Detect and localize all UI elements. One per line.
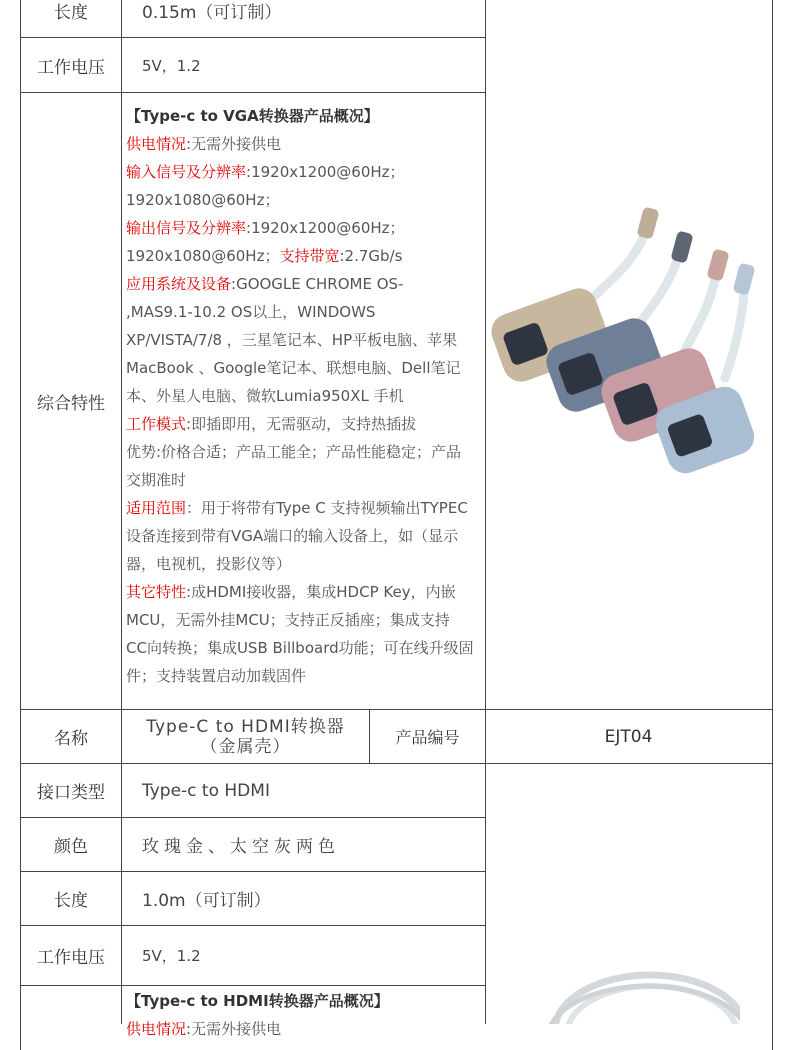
feature-line: 设备连接到带有VGA端口的输入设备上，如（显示 xyxy=(126,527,459,545)
feature-line: 1920x1080@60Hz； xyxy=(126,191,280,209)
row-divider xyxy=(20,985,486,986)
product-image-vga-adapters xyxy=(490,200,760,500)
label-name: 名称 xyxy=(54,729,88,749)
feature-line: 交期准时 xyxy=(126,471,187,489)
feature-line: 输入信号及分辨率:1920x1200@60Hz； xyxy=(126,163,405,181)
value-name xyxy=(122,710,369,763)
feature-line: 应用系统及设备:GOOGLE CHROME OS- xyxy=(126,275,404,293)
label-length: 长度 xyxy=(54,891,88,911)
feature-line: 供电情况:无需外接供电 xyxy=(126,1020,282,1038)
feature-line: 工作模式:即插即用，无需驱动，支持热插拔 xyxy=(126,415,417,433)
value-product-code: EJT04 xyxy=(604,726,653,747)
label-features: 综合特性 xyxy=(37,393,105,414)
feature-line: 件；支持装置启动加载固件 xyxy=(126,667,307,685)
feature-line: 器，电视机，投影仪等） xyxy=(126,555,292,573)
feature-line: 优势:价格合适；产品工能全；产品性能稳定；产品 xyxy=(126,443,462,461)
feature-line: 1920x1080@60Hz；支持带宽:2.7Gb/s xyxy=(126,247,403,265)
feature-line: XP/VISTA/7/8 ，三星笔记本、HP平板电脑、苹果 xyxy=(126,331,458,349)
value-voltage: 5V，1.2 xyxy=(142,947,201,965)
feature-line: 适用范围：用于将带有Type C 支持视频输出TYPEC xyxy=(126,499,468,517)
feature-line: CC向转换；集成USB Billboard功能；可在线升级固 xyxy=(126,639,474,657)
feature-line: MacBook 、Google笔记本、联想电脑、Dell笔记 xyxy=(126,359,461,377)
value-length: 0.15m（可订制） xyxy=(142,3,282,23)
feature-line: 其它特性:成HDMI接收器，集成HDCP Key，内嵌 xyxy=(126,583,456,601)
label-length: 长度 xyxy=(54,3,88,23)
feature-line: 供电情况:无需外接供电 xyxy=(126,135,282,153)
value-color: 玫瑰金、太空灰两色 xyxy=(142,837,340,857)
label-voltage: 工作电压 xyxy=(37,57,105,78)
feature-line: ,MAS9.1-10.2 OS以上，WINDOWS xyxy=(126,303,376,321)
label-port-type: 接口类型 xyxy=(37,783,105,803)
name-line: （金属壳） xyxy=(200,736,291,757)
feature-line: 本、外星人电脑、微软Lumia950XL 手机 xyxy=(126,387,404,405)
feature-line: 输出信号及分辨率:1920x1200@60Hz； xyxy=(126,219,405,237)
label-product-code: 产品编号 xyxy=(395,728,460,747)
features-description xyxy=(126,987,484,1043)
features-heading: 【Type-c to HDMI转换器产品概况】 xyxy=(126,992,389,1010)
label-voltage: 工作电压 xyxy=(37,948,105,968)
value-port-type: Type-c to HDMI xyxy=(142,780,270,801)
product-image-hdmi-cable xyxy=(540,960,740,1024)
value-length: 1.0m（可订制） xyxy=(142,891,271,911)
value-voltage: 5V，1.2 xyxy=(142,56,201,75)
label-color: 颜色 xyxy=(54,837,88,857)
feature-line: MCU，无需外挂MCU；支持正反插座；集成支持 xyxy=(126,611,450,629)
col-divider xyxy=(485,0,486,1024)
features-heading: 【Type-c to VGA转换器产品概况】 xyxy=(126,107,379,125)
name-line: Type-C to HDMI转换器 xyxy=(146,716,345,737)
features-description xyxy=(126,102,484,690)
